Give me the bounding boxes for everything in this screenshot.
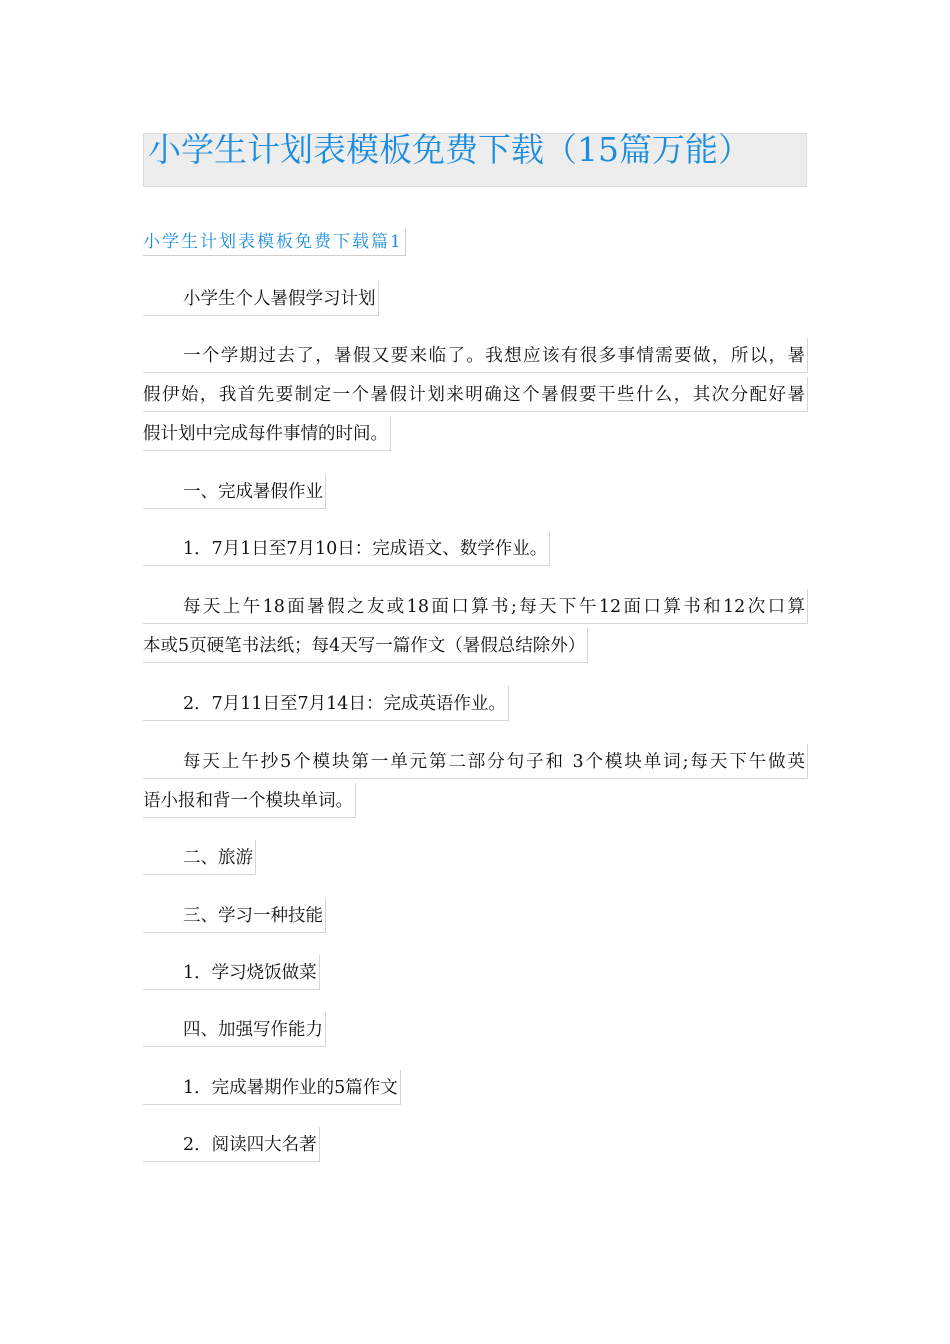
paragraph-line: 本或5页硬笔书法纸；每4天写一篇作文（暑假总结除外） [143, 628, 588, 663]
paragraph-line: 2．阅读四大名著 [143, 1127, 320, 1162]
paragraph-line: 假计划中完成每件事情的时间。 [143, 416, 391, 451]
paragraph-line: 1．7月1日至7月10日：完成语文、数学作业。 [143, 531, 550, 566]
paragraph-line: 1．学习烧饭做菜 [143, 955, 320, 990]
paragraph-heading-4 [143, 1011, 807, 1050]
paragraph-detail [143, 743, 807, 821]
paragraph-line: 2．7月11日至7月14日：完成英语作业。 [143, 686, 509, 721]
paragraph-subtitle [143, 280, 807, 319]
paragraph-line: 每天上午18面暑假之友或18面口算书;每天下午12面口算书和12次口算 [143, 589, 808, 624]
paragraph-item [143, 1069, 807, 1108]
paragraph-intro [143, 337, 807, 454]
paragraph-line: 一、完成暑假作业 [143, 474, 326, 509]
document-title: 小学生计划表模板免费下载（15篇万能） [148, 130, 751, 169]
paragraph-line: 三、学习一种技能 [143, 898, 326, 933]
section-heading: 小学生计划表模板免费下载篇1 [143, 229, 406, 256]
paragraph-heading-1 [143, 473, 807, 512]
paragraph-heading-2 [143, 839, 807, 878]
paragraph-line: 假伊始，我首先要制定一个暑假计划来明确这个暑假要干些什么，其次分配好暑 [143, 377, 808, 412]
paragraph-line: 四、加强写作能力 [143, 1012, 326, 1047]
paragraph-line: 1．完成暑期作业的5篇作文 [143, 1070, 401, 1105]
paragraph-line: 二、旅游 [143, 840, 256, 875]
paragraph-item [143, 1126, 807, 1165]
paragraph-detail [143, 588, 807, 666]
paragraph-line: 一个学期过去了，暑假又要来临了。我想应该有很多事情需要做，所以，暑 [143, 338, 808, 373]
paragraph-line: 小学生个人暑假学习计划 [143, 281, 379, 316]
paragraph-line: 每天上午抄5个模块第一单元第二部分句子和 3个模块单词;每天下午做英 [143, 744, 808, 779]
paragraph-item [143, 530, 807, 569]
paragraph-line: 语小报和背一个模块单词。 [143, 783, 356, 818]
paragraph-item [143, 685, 807, 724]
paragraph-heading-3 [143, 897, 807, 936]
paragraph-item [143, 954, 807, 993]
